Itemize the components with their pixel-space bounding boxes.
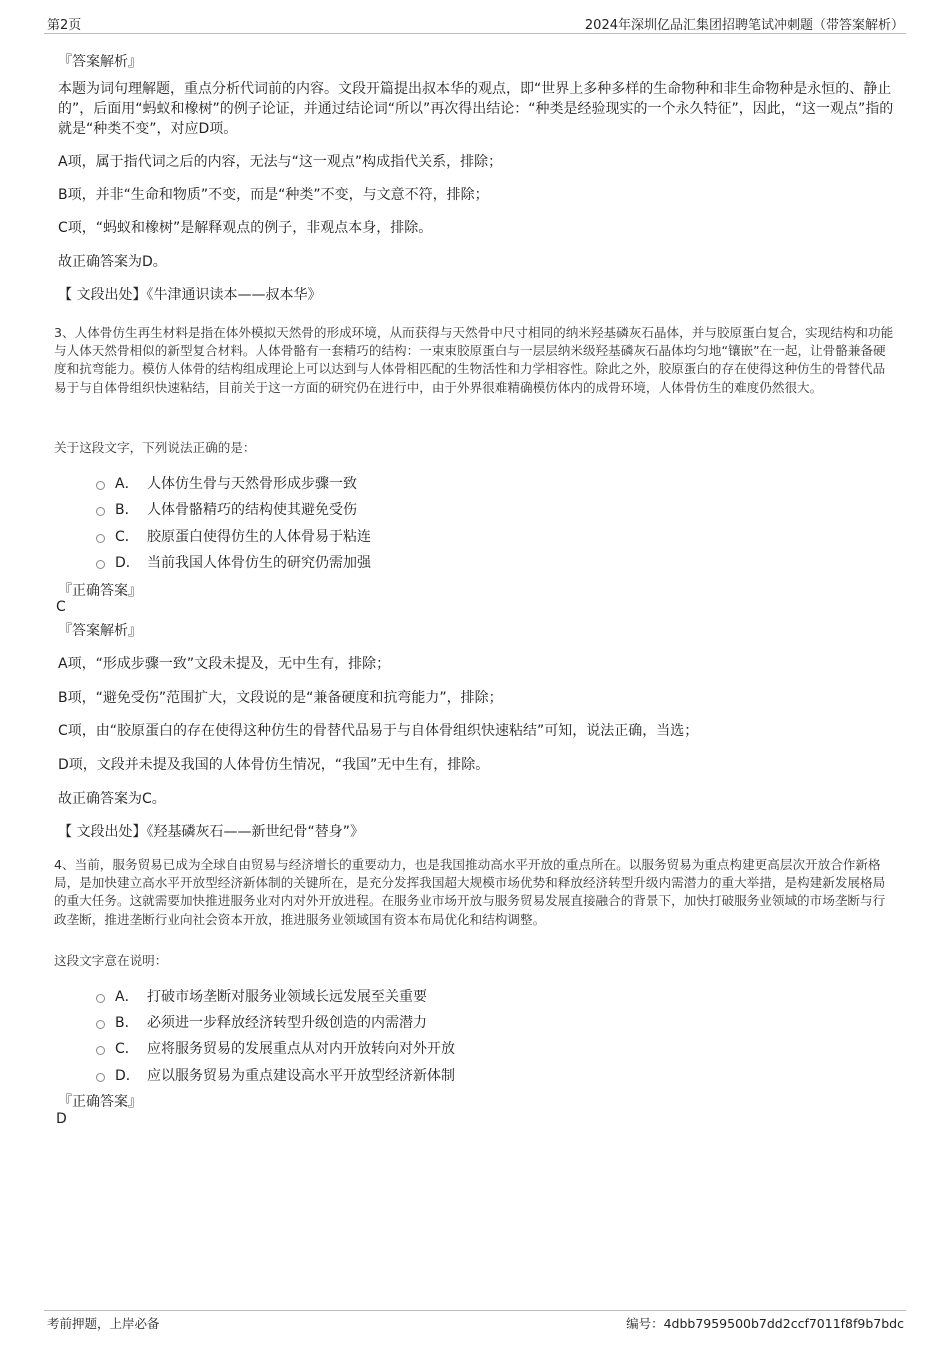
q3-source: 【 文段出处】《羟基磷灰石——新世纪骨“替身”》 [58,824,364,840]
option-letter: C． [115,529,139,545]
radio-icon[interactable] [96,1020,105,1029]
q3-option-a[interactable] [96,473,357,493]
q4-option-b[interactable] [96,1012,427,1032]
option-text: 应将服务贸易的发展重点从对内开放转向对外开放 [147,1041,455,1057]
q3-analysis-d: D项，文段并未提及我国的人体骨仿生情况，“我国”无中生有，排除。 [58,757,490,773]
radio-icon[interactable] [96,1073,105,1082]
option-letter: B． [115,1015,139,1031]
q2-analysis-label: 『答案解析』 [58,54,142,70]
q3-prompt: 关于这段文字，下列说法正确的是： [54,440,256,455]
q4-answer: D [56,1111,67,1127]
q2-analysis-a: A项，属于指代词之后的内容，无法与“这一观点”构成指代关系，排除； [58,154,503,170]
option-letter: A． [115,476,139,492]
q4-answer-label: 『正确答案』 [58,1094,142,1110]
q4-option-c[interactable] [96,1038,455,1058]
option-text: 必须进一步释放经济转型升级创造的内需潜力 [147,1015,427,1031]
radio-icon[interactable] [96,507,105,516]
radio-icon[interactable] [96,994,105,1003]
radio-icon[interactable] [96,1046,105,1055]
option-letter: B． [115,502,139,518]
document-id: 编号：4dbb7959500b7dd2ccf7011f8f9b7bdc [626,1316,904,1331]
q4-option-d[interactable] [96,1065,455,1085]
q3-analysis-c: C项，由“胶原蛋白的存在使得这种仿生的骨替代品易于与自体骨组织快速粘结”可知，说法正确，当选； [58,723,699,739]
option-text: 人体仿生骨与天然骨形成步骤一致 [147,476,357,492]
q2-analysis-c: C项，“蚂蚁和橡树”是解释观点的例子，非观点本身，排除。 [58,220,433,236]
option-text: 打破市场垄断对服务业领域长远发展至关重要 [147,989,427,1005]
q4-prompt: 这段文字意在说明： [54,953,168,968]
header-divider [44,33,906,34]
page-number: 第2页 [47,18,82,33]
q3-answer-label: 『正确答案』 [58,583,142,599]
footer-slogan: 考前押题，上岸必备 [47,1316,160,1331]
option-letter: D． [115,1068,140,1084]
q3-answer: C [56,599,66,615]
option-text: 胶原蛋白使得仿生的人体骨易于粘连 [147,529,371,545]
option-letter: A． [115,989,139,1005]
q3-option-d[interactable] [96,552,371,572]
q2-analysis-b: B项，并非“生命和物质”不变，而是“种类”不变，与文意不符，排除； [58,187,489,203]
q4-option-a[interactable] [96,986,427,1006]
q4-question-text: 4、当前，服务贸易已成为全球自由贸易与经济增长的重要动力，也是我国推动高水平开放的重点所在。以服务贸易为重点构建更高层次开放合作新格局，是加快建立高水平开放型经济新体制的关键所在，是充分发挥我国超大规模市场优势和释放经济转型升级内需潜力的重大举措，是构建新发展格局的重大任务。这就需要加快推进服务业对内对外开放进程。在服务业市场开放与服务贸易发展直接融合的背景下，加快打破服务业领域的市场垄断与行政垄断，推进垄断行业向社会资本开放，推进服务业领域国有资本布局优化和结构调整。 [54,857,886,927]
footer-divider [44,1310,906,1311]
radio-icon[interactable] [96,534,105,543]
q3-option-c[interactable] [96,526,371,546]
radio-icon[interactable] [96,481,105,490]
q3-analysis-label: 『答案解析』 [58,623,142,639]
option-letter: D． [115,555,140,571]
q3-option-b[interactable] [96,499,357,519]
q3-question-text: 3、人体骨仿生再生材料是指在体外模拟天然骨的形成环境，从而获得与天然骨中尺寸相同的纳米羟基磷灰石晶体，并与胶原蛋白复合，实现结构和功能与人体天然骨相似的新型复合材料。人体骨骼有一套精巧的结构：一束束胶原蛋白与一层层纳米级羟基磷灰石晶体均匀地“镶嵌”在一起，让骨骼兼备硬度和抗弯能力。模仿人体骨的结构组成理论上可以达到与人体骨相匹配的生物活性和力学相容性。除此之外，胶原蛋白的存在使得这种仿生的骨替代品易于与自体骨组织快速粘结，目前关于这一方面的研究仍在进行中，由于外界很难精确模仿体内的成骨环境，人体骨仿生的难度仍然很大。 [54,325,894,395]
option-letter: C． [115,1041,139,1057]
q3-conclusion: 故正确答案为C。 [58,791,166,807]
radio-icon[interactable] [96,560,105,569]
q3-analysis-b: B项，“避免受伤”范围扩大，文段说的是“兼备硬度和抗弯能力”，排除； [58,690,503,706]
option-text: 应以服务贸易为重点建设高水平开放型经济新体制 [147,1068,455,1084]
option-text: 当前我国人体骨仿生的研究仍需加强 [147,555,371,571]
q2-conclusion: 故正确答案为D。 [58,254,167,270]
q2-analysis-intro: 本题为词句理解题，重点分析代词前的内容。文段开篇提出叔本华的观点，即“世界上多种多样的生命物种和非生命物种是永恒的、静止的”，后面用“蚂蚁和橡树”的例子论证，并通过结论词“所以”再次得出结论：“种类是经验现实的一个永久特征”，因此，“这一观点”指的就是“种类不变”，对应D项。 [58,81,894,137]
document-title: 2024年深圳亿品汇集团招聘笔试冲刺题（带答案解析） [584,18,904,33]
q2-source: 【 文段出处】《牛津通识读本——叔本华》 [58,287,322,303]
q3-analysis-a: A项，“形成步骤一致”文段未提及，无中生有，排除； [58,656,391,672]
option-text: 人体骨骼精巧的结构使其避免受伤 [147,502,357,518]
